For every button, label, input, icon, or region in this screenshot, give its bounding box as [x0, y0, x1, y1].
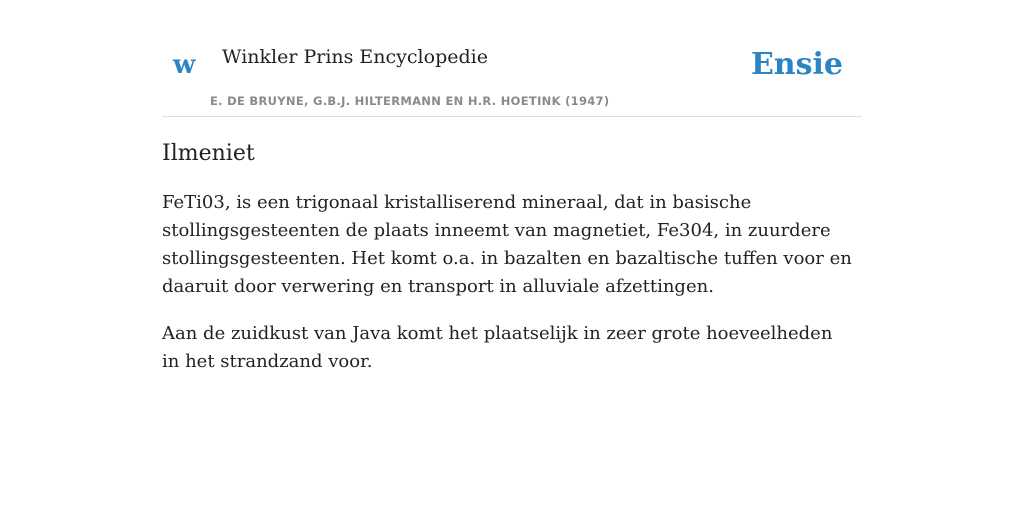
encyclopedia-authors: E. DE BRUYNE, G.B.J. HILTERMANN EN H.R. HOETINK (1947): [210, 94, 610, 108]
article-paragraph: Aan de zuidkust van Java komt het plaatselijk in zeer grote hoeveelheden in het strandzand voor.: [162, 322, 833, 372]
winkler-prins-logo[interactable]: w: [173, 50, 196, 80]
article-title: Ilmeniet: [162, 141, 255, 166]
article: [162, 140, 852, 395]
ensie-logo[interactable]: Ensie: [750, 47, 843, 82]
article-paragraph: FeTi03, is een trigonaal kristalliserend mineraal, dat in basische stollingsgesteenten de plaats inneemt van magnetiet, Fe304, in zuurdere stollingsgesteenten. Het komt o.a. in bazalten en bazaltische tuffen voor en daaruit door verwering en transport in alluviale afzettingen.: [162, 191, 852, 297]
encyclopedia-header: [162, 0, 862, 117]
encyclopedia-title: Winkler Prins Encyclopedie: [222, 46, 488, 68]
